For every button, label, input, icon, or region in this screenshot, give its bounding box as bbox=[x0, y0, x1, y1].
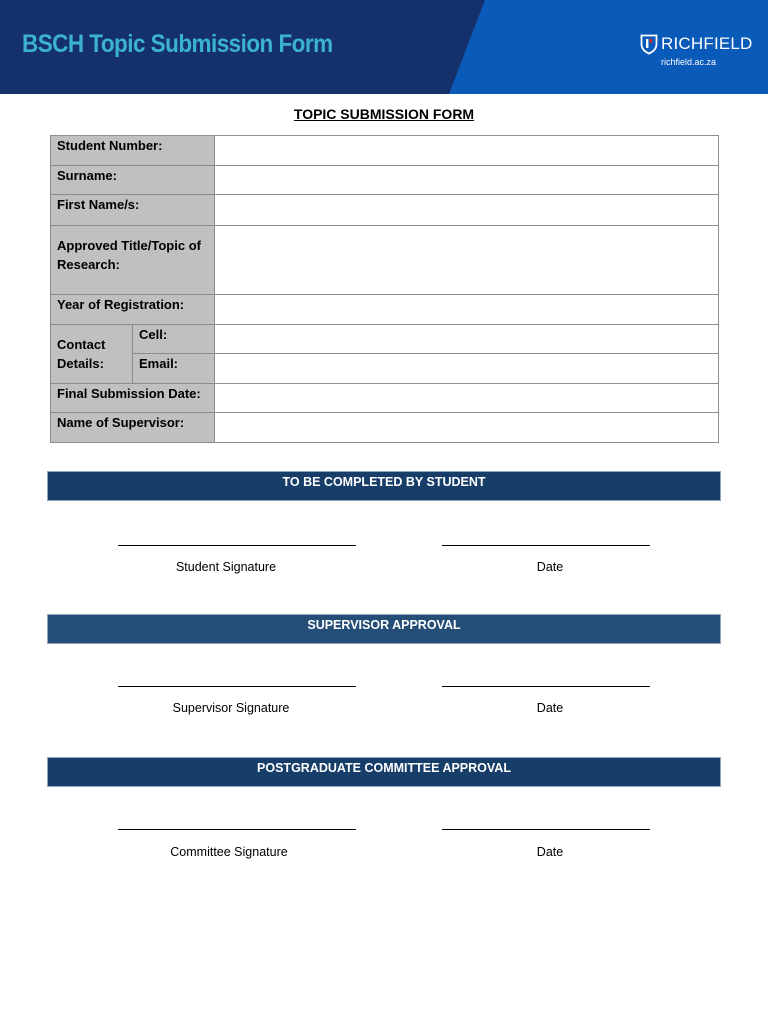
table-row bbox=[51, 226, 719, 295]
table-row bbox=[51, 413, 719, 443]
student-number-label: Student Number: bbox=[51, 136, 215, 166]
supervisor-signature-caption: Supervisor Signature bbox=[172, 701, 290, 715]
student-number-field[interactable] bbox=[215, 136, 719, 166]
table-row bbox=[51, 136, 719, 166]
logo-wordmark: RICHFIELD bbox=[661, 34, 753, 53]
table-row bbox=[51, 195, 719, 226]
approved-title-label: Approved Title/Topic of Research: bbox=[51, 226, 215, 295]
year-of-registration-label: Year of Registration: bbox=[51, 295, 215, 325]
year-of-registration-field[interactable] bbox=[215, 295, 719, 325]
final-submission-date-field[interactable] bbox=[215, 384, 719, 413]
table-row bbox=[51, 295, 719, 325]
student-date-caption: Date bbox=[536, 560, 564, 574]
form-title: TOPIC SUBMISSION FORM bbox=[293, 106, 475, 122]
header-banner bbox=[0, 0, 768, 94]
student-details-table bbox=[50, 135, 719, 443]
final-submission-date-label: Final Submission Date: bbox=[51, 384, 215, 413]
supervisor-date-line[interactable] bbox=[442, 686, 650, 687]
student-signature-line[interactable] bbox=[118, 545, 356, 546]
committee-date-line[interactable] bbox=[442, 829, 650, 830]
committee-date-caption: Date bbox=[536, 845, 564, 859]
surname-label: Surname: bbox=[51, 166, 215, 195]
table-row bbox=[51, 384, 719, 413]
student-section-heading: TO BE COMPLETED BY STUDENT bbox=[47, 471, 721, 501]
logo-url: richfield.ac.za bbox=[661, 57, 717, 67]
student-date-line[interactable] bbox=[442, 545, 650, 546]
shield-icon bbox=[640, 34, 658, 55]
supervisor-date-caption: Date bbox=[536, 701, 564, 715]
supervisor-section-heading: SUPERVISOR APPROVAL bbox=[47, 614, 721, 644]
table-row bbox=[51, 354, 719, 384]
table-row bbox=[51, 166, 719, 195]
student-signature-caption: Student Signature bbox=[175, 560, 277, 574]
cell-field[interactable] bbox=[215, 325, 719, 354]
contact-details-label: Contact Details: bbox=[51, 325, 133, 384]
email-field[interactable] bbox=[215, 354, 719, 384]
email-label: Email: bbox=[133, 354, 215, 384]
richfield-logo bbox=[640, 32, 753, 72]
committee-signature-caption: Committee Signature bbox=[170, 845, 288, 859]
supervisor-signature-line[interactable] bbox=[118, 686, 356, 687]
first-names-label: First Name/s: bbox=[51, 195, 215, 226]
table-row bbox=[51, 325, 719, 354]
committee-signature-line[interactable] bbox=[118, 829, 356, 830]
committee-section-heading: POSTGRADUATE COMMITTEE APPROVAL bbox=[47, 757, 721, 787]
supervisor-name-label: Name of Supervisor: bbox=[51, 413, 215, 443]
approved-title-field[interactable] bbox=[215, 226, 719, 295]
cell-label: Cell: bbox=[133, 325, 215, 354]
supervisor-name-field[interactable] bbox=[215, 413, 719, 443]
document-title: BSCH Topic Submission Form bbox=[22, 30, 333, 58]
surname-field[interactable] bbox=[215, 166, 719, 195]
first-names-field[interactable] bbox=[215, 195, 719, 226]
